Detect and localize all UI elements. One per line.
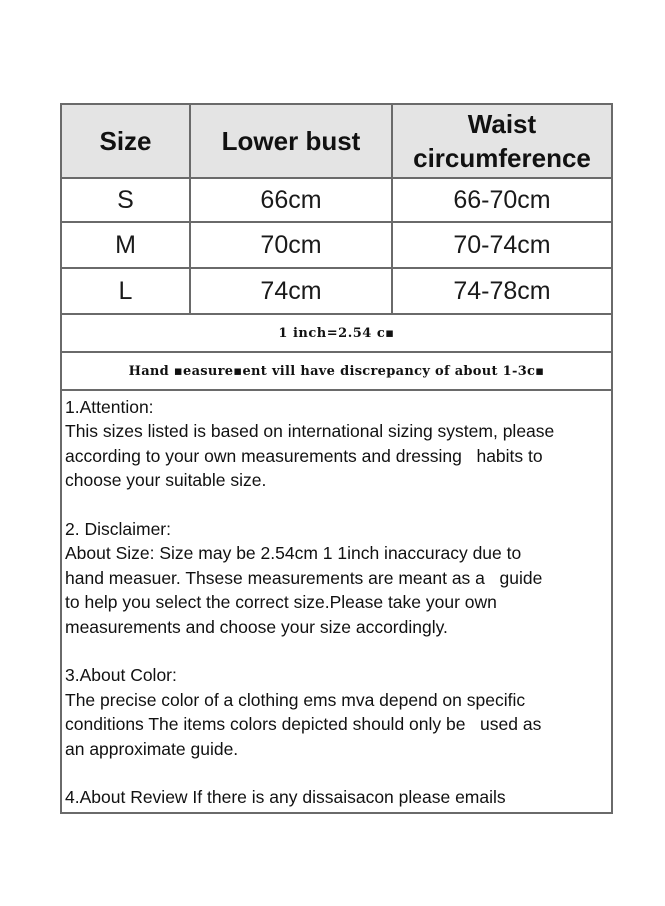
size-cell: L bbox=[61, 268, 190, 314]
table-row bbox=[61, 178, 612, 222]
waist-cell: 66-70cm bbox=[392, 178, 612, 222]
color-title: 3.About Color: bbox=[65, 665, 177, 686]
waist-cell: 70-74cm bbox=[392, 222, 612, 268]
conversion-row bbox=[61, 314, 612, 352]
lower-bust-cell: 66cm bbox=[190, 178, 392, 222]
spacer bbox=[65, 639, 607, 663]
conversion-note: 1 inch=2.54 c▪ bbox=[61, 314, 612, 352]
table-row bbox=[61, 268, 612, 314]
header-waist-line1: Waist bbox=[467, 109, 537, 139]
color-line: conditions The items colors depicted should only be used as bbox=[65, 714, 542, 735]
attention-title: 1.Attention: bbox=[65, 397, 154, 417]
notes-cell bbox=[61, 390, 612, 813]
disclaimer-line: About Size: Size may be 2.54cm 1 1inch inaccuracy due to bbox=[65, 543, 522, 564]
size-chart-sheet bbox=[60, 103, 611, 814]
size-table bbox=[60, 103, 613, 814]
header-lower-bust: Lower bust bbox=[190, 104, 392, 178]
hand-measure-note: Hand ▪easure▪ent vill have discrepancy of about 1-3c▪ bbox=[61, 352, 612, 390]
header-waist bbox=[392, 104, 612, 178]
color-line: The precise color of a clothing ems mva depend on specific bbox=[65, 689, 526, 710]
size-cell: M bbox=[61, 222, 190, 268]
spacer bbox=[65, 493, 607, 517]
lower-bust-cell: 74cm bbox=[190, 268, 392, 314]
lower-bust-cell: 70cm bbox=[190, 222, 392, 268]
hand-measure-row bbox=[61, 352, 612, 390]
header-waist-line2: circumference bbox=[413, 143, 591, 173]
review-line: 4.About Review If there is any dissaisacon please emails bbox=[65, 787, 506, 808]
color-line: an approximate guide. bbox=[65, 738, 239, 759]
size-cell: S bbox=[61, 178, 190, 222]
spacer bbox=[65, 761, 607, 785]
attention-line: This sizes listed is based on international sizing system, please bbox=[65, 421, 555, 442]
notes-row bbox=[61, 390, 612, 813]
disclaimer-line: measurements and choose your size accordingly. bbox=[65, 616, 448, 637]
disclaimer-title: 2. Disclaimer: bbox=[65, 519, 171, 540]
header-size: Size bbox=[61, 104, 190, 178]
header-row bbox=[61, 104, 612, 178]
disclaimer-line: hand measuer. Thsese measurements are meant as a guide bbox=[65, 567, 543, 588]
attention-line: according to your own measurements and dressing habits to bbox=[65, 445, 543, 466]
table-row bbox=[61, 222, 612, 268]
disclaimer-line: to help you select the correct size.Please take your own bbox=[65, 592, 497, 613]
attention-line: choose your suitable size. bbox=[65, 470, 267, 491]
waist-cell: 74-78cm bbox=[392, 268, 612, 314]
